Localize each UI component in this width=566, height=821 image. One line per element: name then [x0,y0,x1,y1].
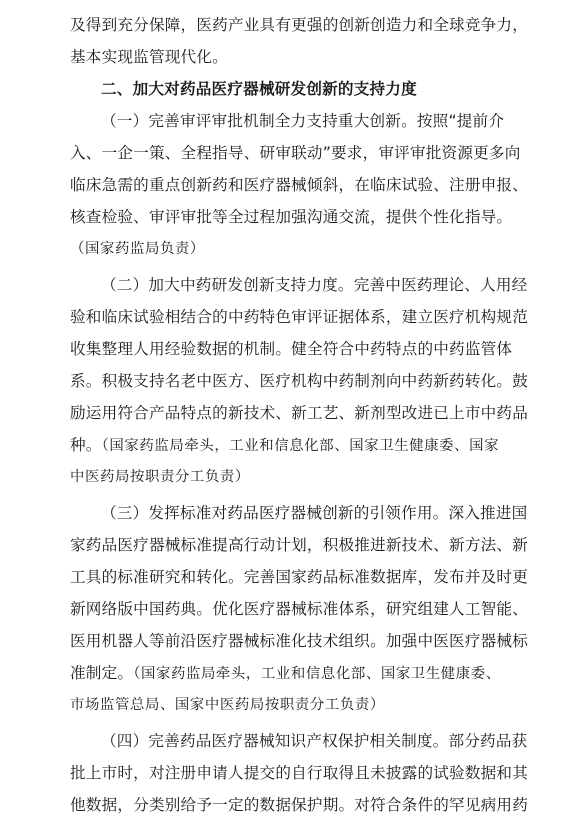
paragraph-3-line-4: 新网络版中国药典。优化医疗器械标准体系，研究组建人工智能、 [70,600,529,618]
section-heading: 二、加大对药品医疗器械研发创新的支持力度 [101,80,417,98]
paragraph-2-line-6 [70,429,530,461]
paragraph-2-lead: （二）加大中药研发创新支持力度。 [101,276,354,294]
paragraph-3-line-6-text: 准制定。 [70,664,134,682]
paragraph-4-line-1-rest: 部分药品获 [448,732,528,750]
paragraph-1-line-1-rest: 按照“提前介 [416,112,505,130]
intro-line-1: 及得到充分保障，医药产业具有更强的创新创造力和全球竞争力， [70,16,529,34]
paragraph-3-line-2: 家药品医疗器械标准提高行动计划，积极推进新技术、新方法、新 [70,536,529,554]
paragraph-1-line-4: 核查检验、审评审批等全过程加强沟通交流，提供个性化指导。 [70,208,513,226]
paragraph-4-line-1 [70,725,530,757]
paragraph-2-line-1 [70,269,530,301]
paragraph-1 [70,105,530,265]
paragraph-1-line-2: 入、一企一策、全程指导、研审联动”要求，审评审批资源更多向 [70,144,521,162]
intro-line-2: 基本实现监管现代化。 [70,48,228,66]
paragraph-3-line-5: 医用机器人等前沿医疗器械标准化技术组织。加强中医医疗器械标 [70,632,529,650]
paragraph-1-line-3: 临床急需的重点创新药和医疗器械倾斜，在临床试验、注册申报、 [70,176,529,194]
paragraph-2-responsibility-note-cont: 中医药局按职责分工负责） [70,469,250,485]
paragraph-4-line-2: 批上市时，对注册申请人提交的自行取得且未披露的试验数据和其 [70,764,529,782]
paragraph-2-line-6-text: 种。 [70,436,102,454]
paragraph-2-line-2: 验和临床试验相结合的中药特色审评证据体系，建立医疗机构规范 [70,308,529,326]
paragraph-2-line-4: 系。积极支持名老中医方、医疗机构中药制剂向中药新药转化。鼓 [70,372,529,390]
paragraph-3-line-1 [70,497,530,529]
paragraph-3-responsibility-note-cont: 市场监管总局、国家中医药局按职责分工负责） [70,697,385,713]
paragraph-2-line-3: 收集整理人用经验数据的机制。健全符合中药特点的中药监管体 [70,340,513,358]
paragraph-4-lead: （四）完善药品医疗器械知识产权保护相关制度。 [101,732,449,750]
paragraph-1-line-1 [70,105,530,137]
paragraph-3-responsibility-note: （国家药监局牵头，工业和信息化部、国家卫生健康委、 [133,666,501,682]
paragraph-1-lead: （一）完善审评审批机制全力支持重大创新。 [101,112,417,130]
paragraph-2-line-5: 励运用符合产品特点的新技术、新工艺、新剂型改进已上市中药品 [70,404,529,422]
paragraph-3-line-1-rest: 深入推进国 [448,504,528,522]
paragraph-4 [70,725,530,821]
paragraph-3-line-6 [70,657,530,689]
paragraph-1-responsibility-note: （国家药监局负责） [70,241,205,257]
paragraph-3 [70,497,530,721]
paragraph-2-line-1-rest: 完善中医药理论、人用经 [353,276,528,294]
paragraph-3-line-3: 工具的标准研究和转化。完善国家药品标准数据库，发布并及时更 [70,568,529,586]
paragraph-3-lead: （三）发挥标准对药品医疗器械创新的引领作用。 [101,504,449,522]
paragraph-2 [70,269,530,493]
paragraph-2-responsibility-note: （国家药监局牵头，工业和信息化部、国家卫生健康委、国家 [101,438,500,454]
paragraph-4-line-3: 他数据，分类别给予一定的数据保护期。对符合条件的罕见病用药 [70,796,529,814]
